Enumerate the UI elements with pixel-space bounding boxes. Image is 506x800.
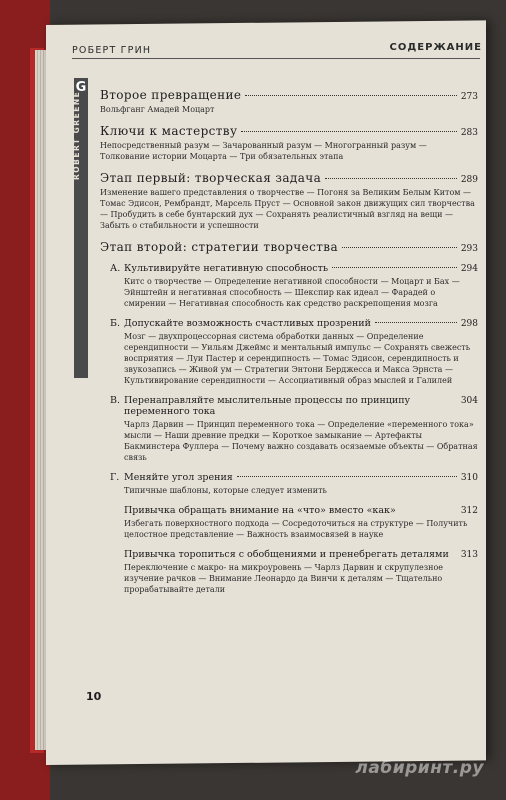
- toc-section-subtitle: Типичные шаблоны, которые следует изменить: [124, 486, 327, 495]
- toc-section-title: Меняйте угол зрения: [124, 472, 233, 483]
- toc-entry-title: Второе превращение: [100, 88, 242, 102]
- toc-section: [110, 263, 478, 309]
- toc-subsection: [124, 549, 478, 595]
- toc-entry-subtitle: Вольфганг Амадей Моцарт: [100, 105, 215, 114]
- toc-subsection-page: 312: [460, 506, 478, 516]
- toc-section: [110, 395, 478, 463]
- toc-subsection-subtitle: Избегать поверхностного подхода — Сосредоточиться на структуре — Получить целостное представление — Важность взаимосвязей в науке: [124, 519, 468, 539]
- table-of-contents: [100, 88, 478, 604]
- toc-entry-page: 283: [460, 128, 478, 138]
- toc-entry: [100, 171, 478, 231]
- toc-subsection-title: Привычка обращать внимание на «что» вместо «как»: [124, 505, 396, 516]
- toc-section-page: 304: [460, 396, 478, 406]
- toc-section-title: Допускайте возможность счастливых прозрений: [124, 318, 371, 329]
- toc-section-subtitle: Чарлз Дарвин — Принцип переменного тока — Определение «переменного тока» мысли — Наши древние предки — Короткое замыкание — Артефакты Бакминстера Фуллера — Почему важно создавать осязаемые объекты — Обратная связь: [124, 420, 478, 462]
- toc-entry-subtitle: Непосредственный разум — Зачарованный разум — Многогранный разум — Толкование истории Моцарта — Три обязательных этапа: [100, 141, 427, 161]
- toc-entry-page: 273: [460, 92, 478, 102]
- toc-entry-subtitle: Изменение вашего представления о творчестве — Погоня за Великим Белым Китом — Томас Эдисон, Рембрандт, Марсель Пруст — Основной закон движущих сил творчества — Пробудить в себе бунтарский дух — Сохранять реалистичный взгляд на вещи — Забыть о стабильности и успешности: [100, 188, 475, 230]
- toc-section-title: Культивируйте негативную способность: [124, 263, 328, 274]
- toc-entry-page: 289: [460, 175, 478, 185]
- toc-entry: [100, 124, 478, 162]
- toc-section: [110, 472, 478, 496]
- toc-section-letter: Г.: [110, 472, 120, 483]
- toc-subsection-title: Привычка торопиться с обобщениями и пренебрегать деталями: [124, 549, 449, 560]
- toc-section-letter: В.: [110, 395, 121, 406]
- toc-section-page: 294: [460, 264, 478, 274]
- toc-entry-title: Ключи к мастерству: [100, 124, 238, 138]
- toc-section-subtitle: Мозг — двухпроцессорная система обработки данных — Определение серендипности — Уильям Джеймс и ментальный импульс — Сохранять свежесть восприятия — Луи Пастер и серендипность — Томас Эдисон, серендипность и звукозапись — Живой ум — Стратегии Энтони Берджесса и Макса Эрнста — Культивирование серендипности — Ассоциативный образ мыслей и Галилей: [124, 332, 471, 385]
- toc-entry-title: Этап второй: стратегии творчества: [100, 240, 339, 254]
- toc-section-letter: Б.: [110, 318, 121, 329]
- toc-section-page: 298: [460, 319, 478, 329]
- toc-subsection-subtitle: Переключение с макро- на микроуровень — Чарлз Дарвин и скрупулезное изучение рачков — Внимание Леонардо да Винчи к деталям — Тщательно прорабатывайте детали: [124, 563, 444, 594]
- watermark: лабиринт.ру: [355, 758, 484, 778]
- toc-entry-page: 293: [460, 244, 478, 254]
- running-header-title: СОДЕРЖАНИЕ: [389, 42, 482, 53]
- spine-author: ROBERT GREENE: [72, 90, 81, 180]
- toc-section-letter: А.: [110, 263, 121, 274]
- spine-logo: G: [75, 80, 87, 95]
- toc-section: [110, 318, 478, 386]
- page-number: 10: [86, 690, 102, 703]
- toc-section-page: 310: [460, 473, 478, 483]
- toc-entry: [100, 240, 478, 254]
- running-header-author: РОБЕРТ ГРИН: [72, 45, 152, 56]
- toc-entry: [100, 88, 478, 115]
- toc-subsection: [124, 505, 478, 540]
- toc-subsection-page: 313: [460, 550, 478, 560]
- toc-entry-title: Этап первый: творческая задача: [100, 171, 322, 185]
- toc-section-title: Перенаправляйте мыслительные процессы по принципу переменного тока: [124, 395, 411, 417]
- header-rule: [72, 58, 480, 59]
- toc-section-subtitle: Китс о творчестве — Определение негативной способности — Моцарт и Бах — Эйнштейн и негативная способность — Шекспир как идеал — Фарадей о смирении — Негативная способность как средство раскрепощения мозга: [124, 277, 460, 308]
